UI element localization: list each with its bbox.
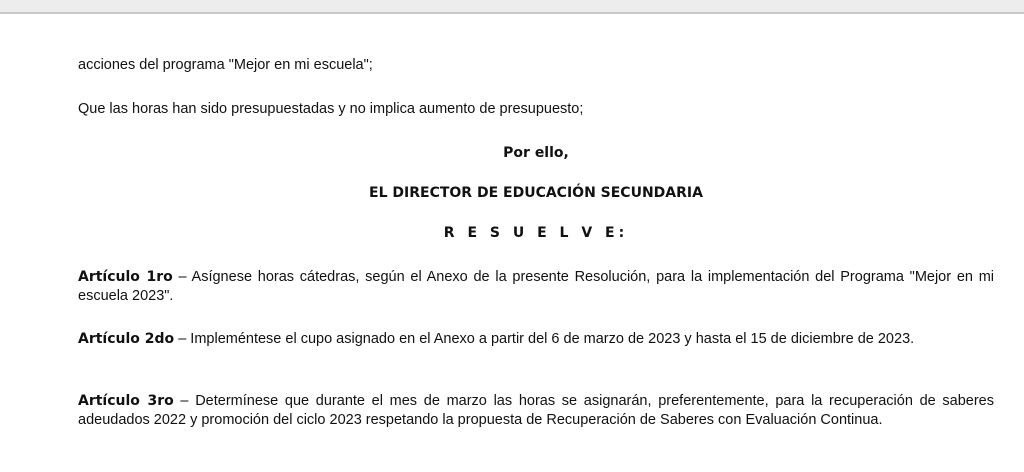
article-1-text: Asígnese horas cátedras, según el Anexo de la presente Resolución, para la implementación del Programa "Mejor en mi escuela 2023". — [78, 269, 994, 304]
por-ello-heading: Por ello, — [503, 145, 569, 161]
article-2 — [78, 330, 994, 349]
article-3-separator: – — [173, 393, 196, 409]
director-heading: EL DIRECTOR DE EDUCACIÓN SECUNDARIA — [369, 185, 703, 201]
paragraph-presupuesto: Que las horas han sido presupuestadas y no implica aumento de presupuesto; — [78, 101, 584, 117]
article-3-text: Determínese que durante el mes de marzo las horas se asignarán, preferentemente, para la recuperación de saberes adeudados 2022 y promoción del ciclo 2023 respetando la propuesta de Recuperación de Saberes con Evaluación Continua. — [78, 393, 994, 428]
article-2-label: Artículo 2do — [78, 331, 175, 347]
article-3 — [78, 392, 994, 430]
article-1-label: Artículo 1ro — [78, 269, 173, 285]
article-1 — [78, 268, 994, 306]
paragraph-programa: acciones del programa "Mejor en mi escuela"; — [78, 57, 373, 73]
viewer-top-bar — [0, 0, 1024, 14]
article-2-separator: – — [174, 331, 191, 347]
article-3-label: Artículo 3ro — [78, 393, 174, 409]
resuelve-heading: R E S U E L V E: — [443, 225, 629, 241]
article-1-separator: – — [172, 269, 192, 285]
article-2-text: Impleméntese el cupo asignado en el Anexo a partir del 6 de marzo de 2023 y hasta el 15 de diciembre de 2023. — [190, 331, 915, 347]
